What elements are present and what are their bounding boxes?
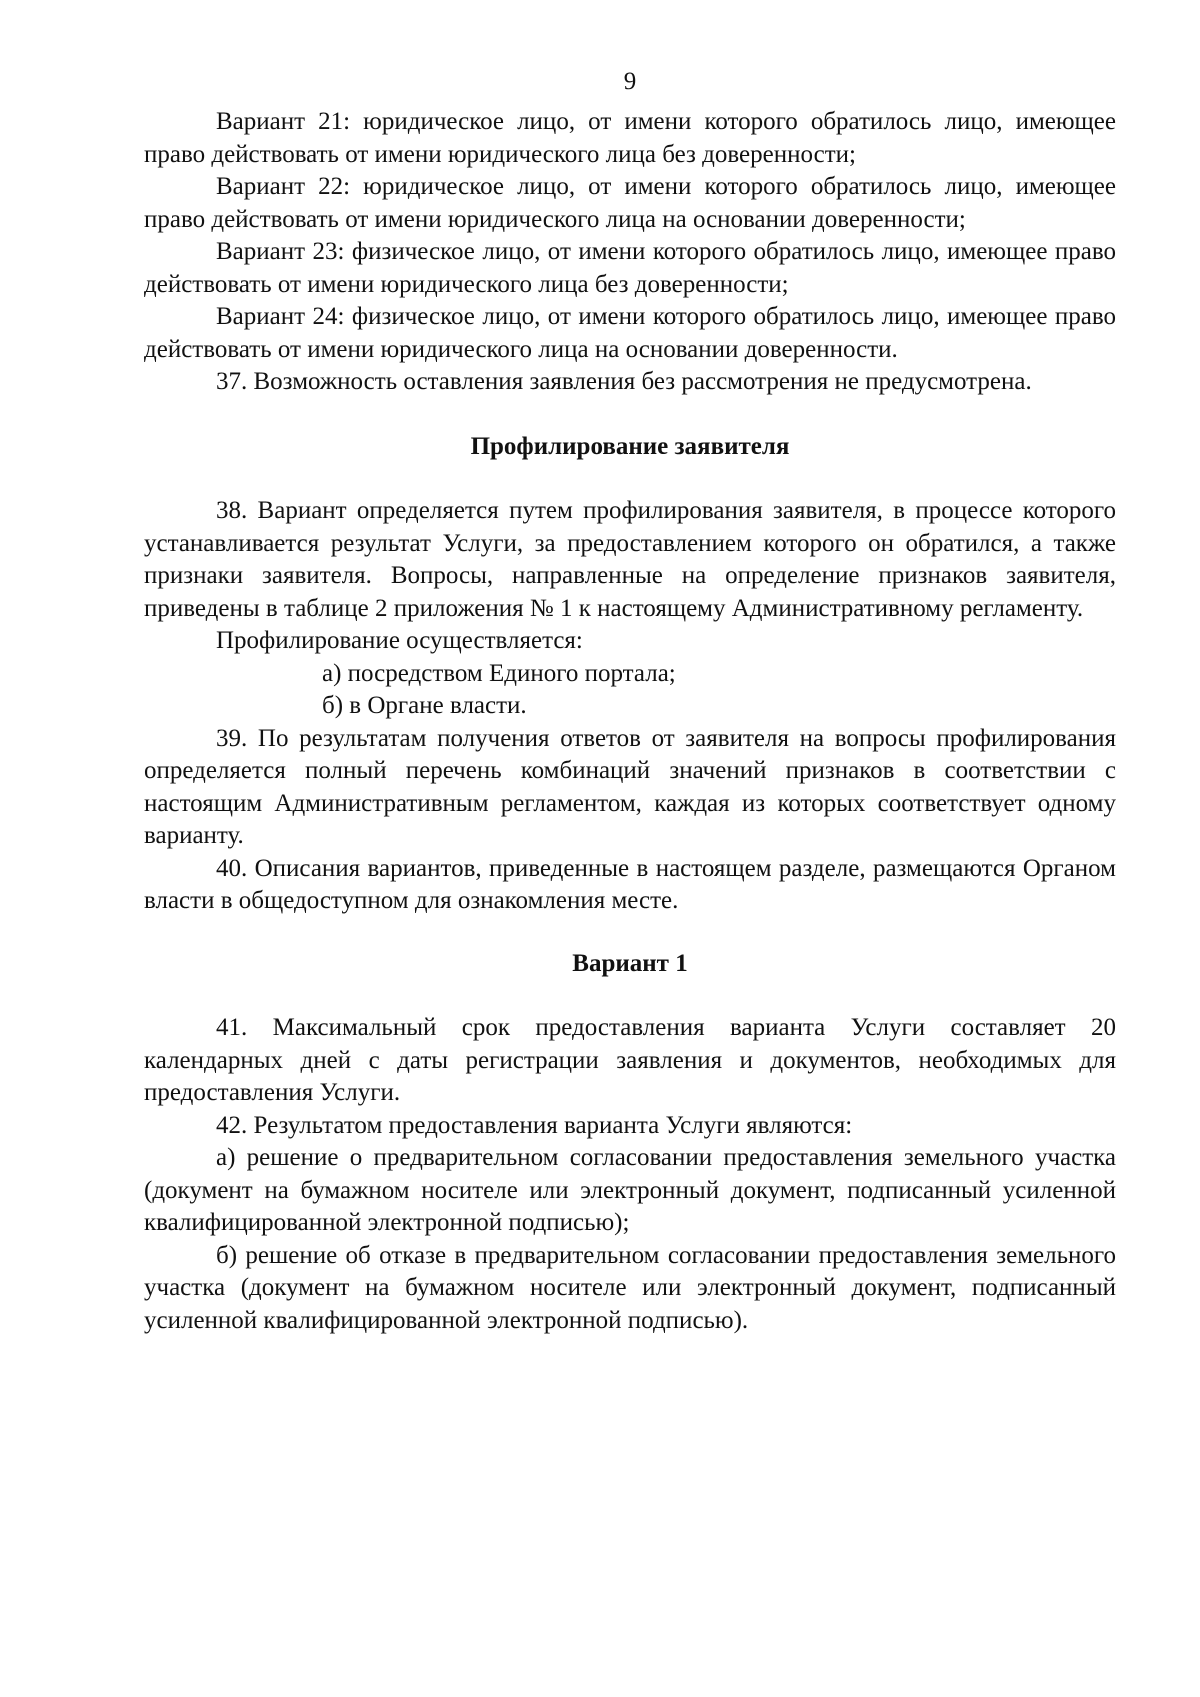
- paragraph-variant-23: Вариант 23: физическое лицо, от имени которого обратилось лицо, имеющее право действовать от имени юридического лица без доверенности;: [144, 238, 1116, 298]
- paragraph-41: 41. Максимальный срок предоставления варианта Услуги составляет 20 календарных дней с даты регистрации заявления и документов, необходимых для предоставления Услуги.: [144, 1014, 1116, 1106]
- profiling-item-portal: а) посредством Единого портала;: [322, 659, 676, 687]
- section-heading-profiling: Профилирование заявителя: [470, 432, 790, 460]
- paragraph-40: 40. Описания вариантов, приведенные в настоящем разделе, размещаются Органом власти в общедоступном для ознакомления месте.: [144, 854, 1116, 914]
- section-heading-variant-1: Вариант 1: [572, 949, 688, 977]
- profiling-item-authority: б) в Органе власти.: [322, 692, 527, 719]
- result-item-a: а) решение о предварительном согласовании предоставления земельного участка (документ на бумажном носителе или электронный документ, подписанный усиленной квалифицированной электронной подписью);: [144, 1144, 1116, 1236]
- document-page: [144, 66, 1116, 1337]
- paragraph-variant-21: Вариант 21: юридическое лицо, от имени которого обратилось лицо, имеющее право действовать от имени юридического лица без доверенности;: [144, 108, 1116, 168]
- paragraph-38: 38. Вариант определяется путем профилирования заявителя, в процессе которого устанавливается результат Услуги, за предоставлением которого он обратился, а также признаки заявителя. Вопросы, направленные на определение признаков заявителя, приведены в таблице 2 приложения № 1 к настоящему Административному регламенту.: [144, 497, 1116, 622]
- result-item-b: б) решение об отказе в предварительном согласовании предоставления земельного участка (документ на бумажном носителе или электронный документ, подписанный усиленной квалифицированной электронной подписью).: [144, 1241, 1116, 1334]
- profiling-intro: Профилирование осуществляется:: [216, 627, 583, 654]
- paragraph-37: 37. Возможность оставления заявления без рассмотрения не предусмотрена.: [216, 368, 1032, 395]
- page-number: 9: [623, 68, 637, 95]
- paragraph-variant-24: Вариант 24: физическое лицо, от имени которого обратилось лицо, имеющее право действовать от имени юридического лица на основании доверенности.: [144, 303, 1116, 363]
- paragraph-42: 42. Результатом предоставления варианта Услуги являются:: [216, 1111, 853, 1139]
- paragraph-variant-22: Вариант 22: юридическое лицо, от имени которого обратилось лицо, имеющее право действовать от имени юридического лица на основании доверенности;: [144, 173, 1116, 233]
- paragraph-39: 39. По результатам получения ответов от заявителя на вопросы профилирования определяется полный перечень комбинаций значений признаков в соответствии с настоящим Административным регламентом, каждая из которых соответствует одному варианту.: [144, 724, 1116, 849]
